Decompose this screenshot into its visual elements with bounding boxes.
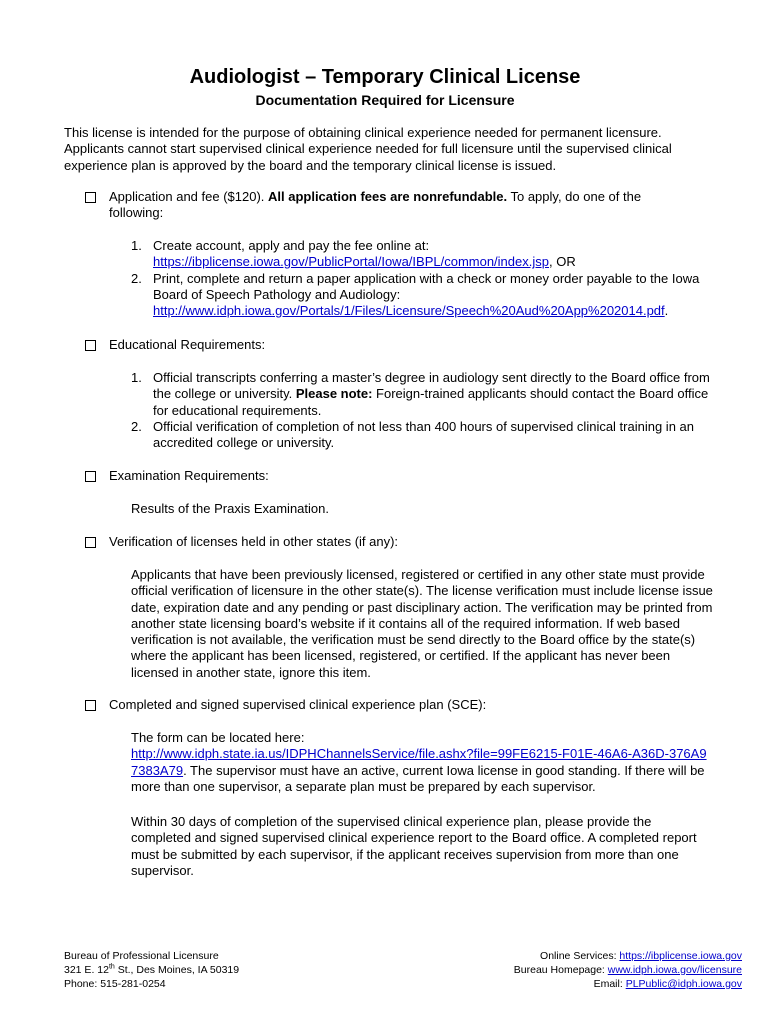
checklist-item-examination: Examination Requirements: [85,468,697,484]
education-list [131,370,713,451]
footer-contact-right: Online Services: https://ibplicense.iowa.gov Bureau Homepage: www.idph.iowa.gov/licensure Email: PLPublic@idph.iowa.gov [513,950,742,990]
checkbox[interactable] [85,700,96,711]
verification-text: Applicants that have been previously licensed, registered or certified in any other state must provide official verification of licensure in the other state(s). The license verification must include license issue date, expiration date and any pending or past disciplinary action. The verification may be printed from another state licensing board’s website if it contains all of the required information. If web based verification is not available, the verification must be send directly to the Board office by the state(s) where the applicant has been licensed, registered, or certified. If the applicant has never been licensed in another state, ignore this item. [131,567,713,680]
page-title: Audiologist – Temporary Clinical License [189,66,581,88]
application-options-list [131,238,713,319]
sce-report-text: Within 30 days of completion of the supervised clinical experience plan, please provide the completed and signed supervised clinical experience report to the Board office. A completed report must be submitted by each supervisor, if the applicant receives supervision from more than one supervisor. [131,814,697,878]
checklist-item-sce: Completed and signed supervised clinical experience plan (SCE): [85,697,697,713]
checklist-item-application: Application and fee ($120). All application fees are nonrefundable. To apply, do one of the following: [85,189,697,222]
email-link[interactable]: PLPublic@idph.iowa.gov [625,978,742,990]
bureau-name: Bureau of Professional Licensure [64,950,219,962]
online-services-link[interactable]: https://ibplicense.iowa.gov [619,950,742,962]
intro-paragraph: This license is intended for the purpose of obtaining clinical experience needed for permanent licensure. Applicants cannot start supervised clinical experience needed for full licensure until the supervised clinical experience plan is approved by the board and the temporary clinical license is issued. [64,125,672,173]
list-item: 1. Official transcripts conferring a master’s degree in audiology sent directly to the Board office from the college or university. Please note: Foreign-trained applicants should contact the Board office for educational requirements. [131,370,710,418]
checklist-item-education: Educational Requirements: [85,337,697,353]
bureau-homepage-link[interactable]: www.idph.iowa.gov/licensure [607,964,742,976]
list-item: 2. Official verification of completion of not less than 400 hours of supervised clinical training in an accredited college or university. [131,418,694,451]
examination-text: Results of the Praxis Examination. [131,501,329,516]
checkbox[interactable] [85,537,96,548]
checklist-item-verification: Verification of licenses held in other states (if any): [85,534,697,550]
footer-contact-left [64,949,394,991]
bureau-address: 321 E. 12th St., Des Moines, IA 50319 [64,963,240,976]
list-item: 2. Print, complete and return a paper application with a check or money order payable to the Iowa Board of Speech Pathology and Audiology: http://www.idph.iowa.gov/Portals/1/Files/Licensure/Speech%20Aud%20App%202014.pdf. [131,270,700,319]
page-subtitle: Documentation Required for Licensure [255,92,515,108]
list-item: 1. Create account, apply and pay the fee online at: https://ibplicense.iowa.gov/PublicPortal/Iowa/IBPL/common/index.jsp, OR [131,238,576,270]
sce-form-text: The form can be located here: http://www.idph.state.ia.us/IDPHChannelsService/file.ashx?file=99FE6215-F01E-46A6-A36D-376A97383A79. The supervisor must have an active, current Iowa license in good standing. If there will be more than one supervisor, a separate plan must be prepared by each supervisor. [131,730,707,794]
paper-application-link[interactable]: http://www.idph.iowa.gov/Portals/1/Files/Licensure/Speech%20Aud%20App%202014.pdf [153,303,665,319]
checkbox[interactable] [85,471,96,482]
online-application-link[interactable]: https://ibplicense.iowa.gov/PublicPortal/Iowa/IBPL/common/index.jsp [153,254,549,270]
bureau-phone: Phone: 515-281-0254 [64,978,166,990]
checkbox[interactable] [85,340,96,351]
checkbox[interactable] [85,192,96,203]
sce-form-link[interactable]: http://www.idph.state.ia.us/IDPHChannelsService/file.ashx?file=99FE6215-F01E-46A6-A36D-376A97383A79 [131,746,707,778]
